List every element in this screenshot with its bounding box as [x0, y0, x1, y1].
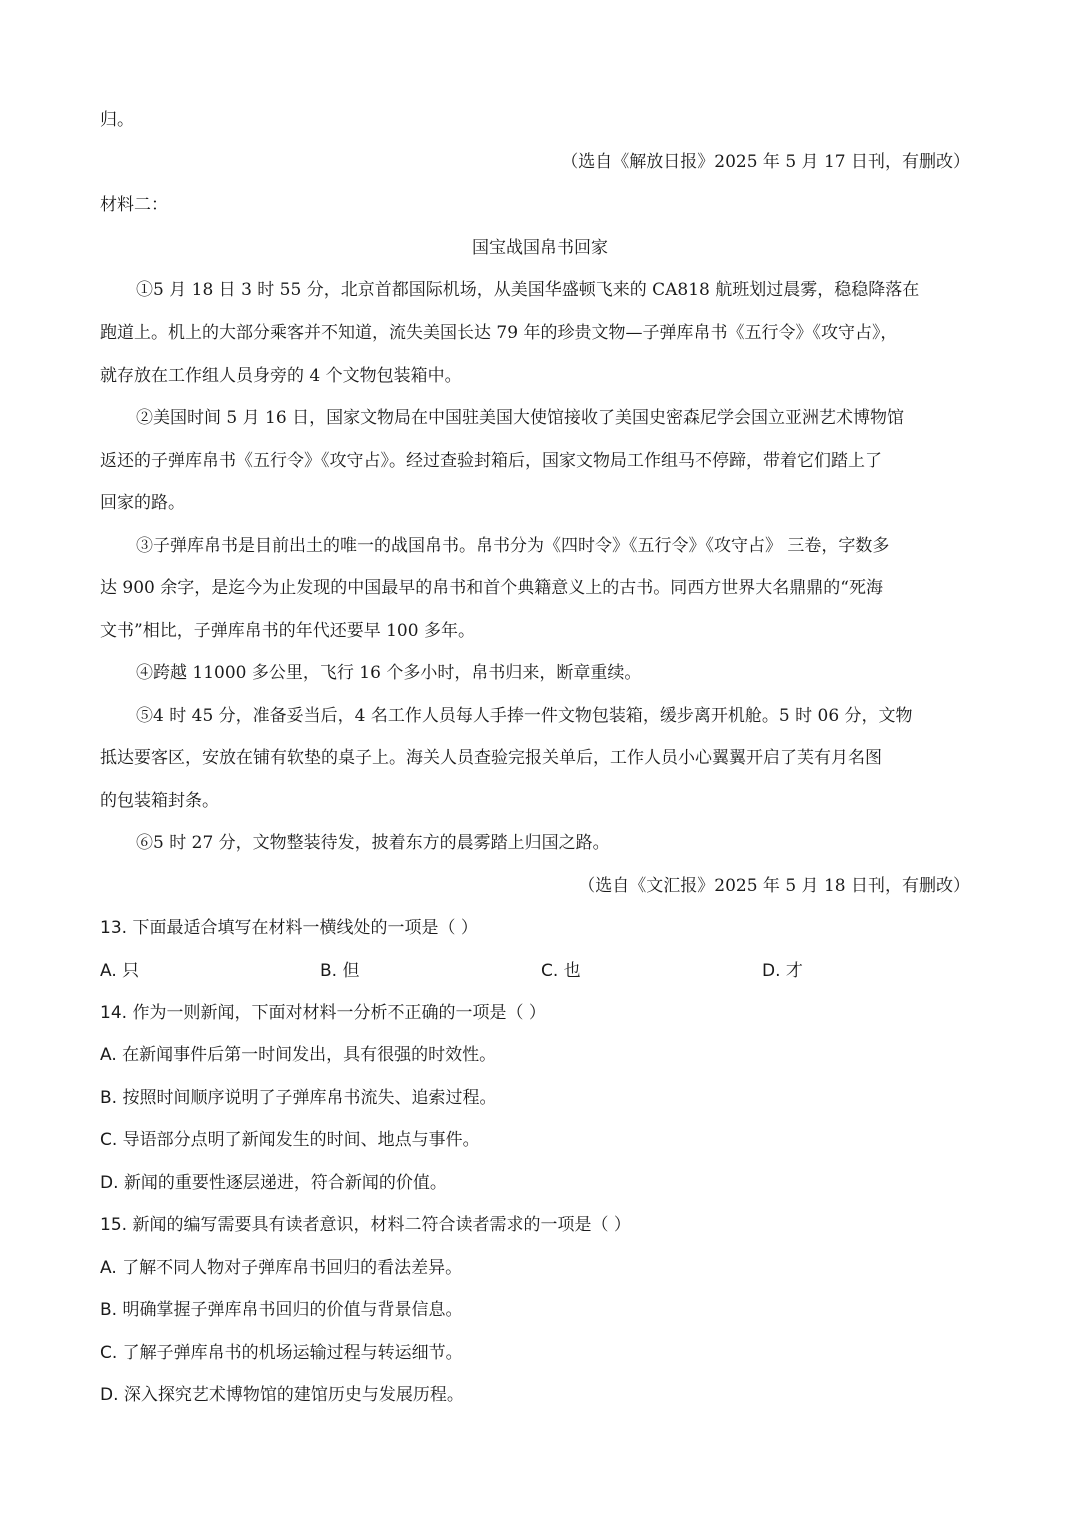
question-13-option-b: B. 但 — [320, 961, 360, 981]
paragraph-line: ①5 月 18 日 3 时 55 分，北京首都国际机场，从美国华盛顿飞来的 CA818 航班划过晨雾，稳稳降落在 — [136, 280, 920, 300]
paragraph-line: 的包装箱封条。 — [100, 791, 219, 811]
question-14-option-a: A. 在新闻事件后第一时间发出，具有很强的时效性。 — [100, 1045, 497, 1065]
material1-source: （选自《解放日报》2025 年 5 月 17 日刊，有删改） — [561, 152, 970, 172]
paragraph-line: 返还的子弹库帛书《五行令》《攻守占》。经过查验封箱后，国家文物局工作组马不停蹄，带着它们踏上了 — [100, 451, 882, 471]
paragraph-line: 抵达要客区，安放在铺有软垫的桌子上。海关人员查验完报关单后，工作人员小心翼翼开启了芙有月名图 — [100, 748, 882, 768]
question-13-option-d: D. 才 — [762, 961, 803, 981]
paragraph-line: ②美国时间 5 月 16 日，国家文物局在中国驻美国大使馆接收了美国史密森尼学会国立亚洲艺术博物馆 — [136, 408, 905, 428]
question-14-option-b: B. 按照时间顺序说明了子弹库帛书流失、追索过程。 — [100, 1088, 497, 1108]
paragraph-line: 跑道上。机上的大部分乘客并不知道，流失美国长达 79 年的珍贵文物—子弹库帛书《五行令》《攻守占》， — [100, 323, 898, 343]
question-14-stem: 14. 作为一则新闻，下面对材料一分析不正确的一项是（ ） — [100, 1003, 546, 1023]
paragraph-line: ④跨越 11000 多公里，飞行 16 个多小时，帛书归来，断章重续。 — [136, 663, 642, 683]
paragraph-line: ⑥5 时 27 分，文物整装待发，披着东方的晨雾踏上归国之路。 — [136, 833, 610, 853]
paragraph-line: 文书”相比，子弹库帛书的年代还要早 100 多年。 — [100, 621, 475, 641]
question-15-option-a: A. 了解不同人物对子弹库帛书回归的看法差异。 — [100, 1258, 463, 1278]
paragraph-line: 达 900 余字，是迄今为止发现的中国最早的帛书和首个典籍意义上的古书。同西方世界大名鼎鼎的“死海 — [100, 578, 883, 598]
paragraph-line: ⑤4 时 45 分，准备妥当后，4 名工作人员每人手捧一件文物包装箱，缓步离开机舱。5 时 06 分，文物 — [136, 706, 913, 726]
question-14-option-c: C. 导语部分点明了新闻发生的时间、地点与事件。 — [100, 1130, 480, 1150]
question-13-option-a: A. 只 — [100, 961, 140, 981]
material2-source: （选自《文汇报》2025 年 5 月 18 日刊，有删改） — [578, 876, 970, 896]
question-13-option-c: C. 也 — [541, 961, 581, 981]
paragraph-line: 就存放在工作组人员身旁的 4 个文物包装箱中。 — [100, 366, 462, 386]
question-14-option-d: D. 新闻的重要性逐层递进，符合新闻的价值。 — [100, 1173, 447, 1193]
question-13-stem: 13. 下面最适合填写在材料一横线处的一项是（ ） — [100, 918, 478, 938]
question-15-stem: 15. 新闻的编写需要具有读者意识，材料二符合读者需求的一项是（ ） — [100, 1215, 631, 1235]
question-15-option-b: B. 明确掌握子弹库帛书回归的价值与背景信息。 — [100, 1300, 463, 1320]
question-15-option-d: D. 深入探究艺术博物馆的建馆历史与发展历程。 — [100, 1385, 464, 1405]
paragraph-line: ③子弹库帛书是目前出土的唯一的战国帛书。帛书分为《四时令》《五行令》《攻守占》 三卷，字数多 — [136, 536, 890, 556]
question-15-option-c: C. 了解子弹库帛书的机场运输过程与转运细节。 — [100, 1343, 463, 1363]
material1-tail: 归。 — [100, 110, 134, 130]
paragraph-line: 回家的路。 — [100, 493, 185, 513]
material2-heading: 材料二： — [100, 195, 168, 215]
material2-title: 国宝战国帛书回家 — [472, 238, 608, 258]
